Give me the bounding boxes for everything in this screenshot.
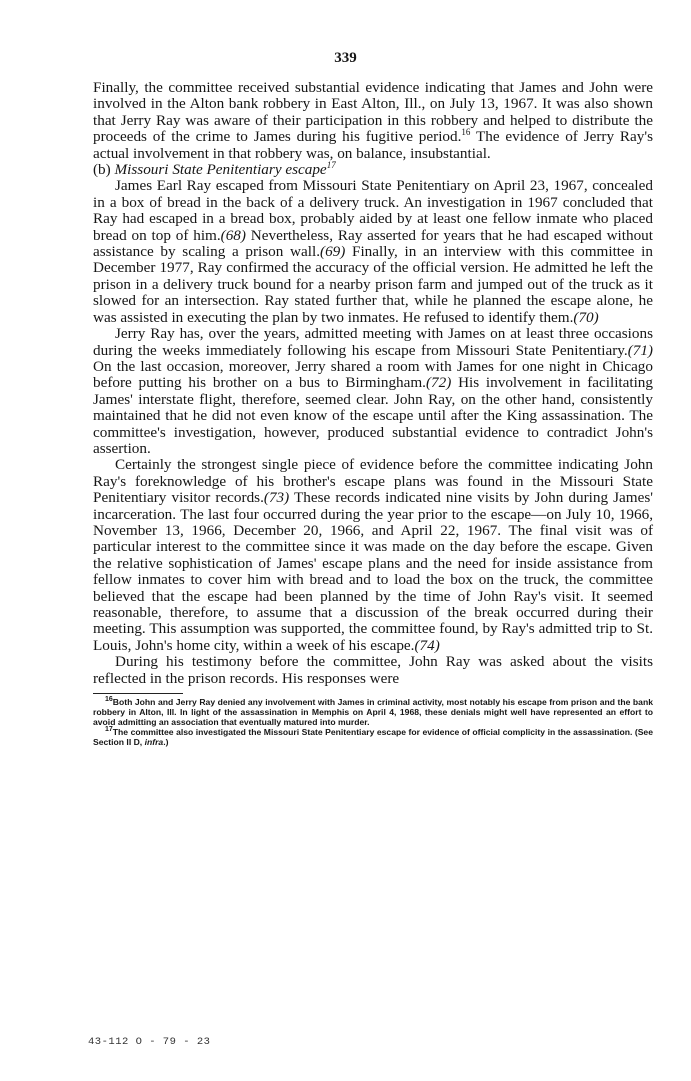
citation: (71) (627, 341, 653, 359)
footnote-ref-16: 16 (461, 127, 471, 138)
print-code: 43-112 O - 79 - 23 (88, 1036, 211, 1048)
footnote-ref-17: 17 (326, 159, 336, 170)
citation: (68) (220, 226, 246, 244)
footnotes (93, 697, 653, 747)
citation: (74) (414, 636, 440, 654)
paragraph-2: James Earl Ray escaped from Missouri State Penitentiary on April 23, 1967, concealed in a box of bread in the back of a delivery truck. An investigation in 1967 concluded that Ray had escaped in a bread box, probably aided by at least one fellow inmate who placed bread on top of him.(68) Nevertheless, Ray asserted for years that he had escaped without assistance by scaling a prison wall.(69) Finally, in an interview with this committee in December 1977, Ray confirmed the accuracy of the official version. He admitted he left the prison in a delivery truck bound for a nearby prison farm and jumped out of the truck as it slowed for an intersection. Ray stated further that, while he planned the escape alone, he was assisted in executing the plan by two inmates. He refused to identify them.(70) (93, 177, 653, 326)
citation: (70) (573, 308, 599, 326)
footnote-divider (93, 693, 183, 694)
paragraph-3: Jerry Ray has, over the years, admitted meeting with James on at least three occasions during the weeks immediately following his escape from Missouri State Penitentiary.(71) On the last occasion, moreover, Jerry shared a room with James for one night in Chicago before putting his brother on a bus to Birmingham.(72) His involvement in facilitating James' interstate flight, therefore, seemed clear. John Ray, on the other hand, consistently maintained that he did not even know of the escape until after the King assassination. The committee's investigation, however, produced substantial evidence to contradict John's assertion. (93, 325, 653, 457)
citation: (69) (320, 243, 346, 261)
paragraph-5: During his testimony before the committee, John Ray was asked about the visits reflected in the prison records. His responses were (93, 653, 653, 687)
page-number: 339 (334, 50, 357, 66)
section-heading: (b) Missouri State Penitentiary escape$^{17}$ (93, 159, 336, 179)
paragraph-1: Finally, the committee received substantial evidence indicating that James and John were involved in the Alton bank robbery in East Alton, Ill., on July 13, 1967. It was also shown that Jerry Ray was aware of their participation in this robbery and helped to distribute the proceeds of the crime to James during his fugitive period.$^{16}$ The evidence of Jerry Ray's actual involvement in that robbery was, on balance, insubstantial. (93, 79, 653, 162)
paragraph-4: Certainly the strongest single piece of evidence before the committee indicating John Ray's foreknowledge of his brother's escape plans was found in the Missouri State Penitentiary visitor records.(73) These records indicated nine visits by John during James' incarceration. The last four occurred during the year prior to the escape—on July 10, 1966, November 13, 1966, December 20, 1966, and April 22, 1967. The final visit was of particular interest to the committee since it was made on the day before the escape. Given the relative sophistication of James' escape plans and the need for inside assistance from fellow inmates to cover him with bread and to load the box on the truck, the committee believed that the escape had been planned by the time of John Ray's visit. It seemed reasonable, therefore, to assume that a discussion of the break occurred during their meeting. This assumption was supported, the committee found, by Ray's admitted trip to St. Louis, John's home city, within a week of his escape.(74) (93, 456, 653, 654)
footnote-16: $^{16}$Both John and Jerry Ray denied any involvement with James in criminal activity, most notably his escape from prison and the bank robbery in Alton, Ill. In light of the assassination in Memphis on April 4, 1968, these denials might well have represented an effort to avoid admitting an association that eventually matured into murder. (93, 696, 653, 728)
citation: (72) (425, 374, 452, 392)
footnote-17: $^{17}$The committee also investigated the Missouri State Penitentiary escape for evidence of official complicity in the assassination. (See Section II D, infra.) (93, 726, 653, 748)
citation: (73) (263, 489, 290, 507)
main-text (93, 80, 653, 747)
